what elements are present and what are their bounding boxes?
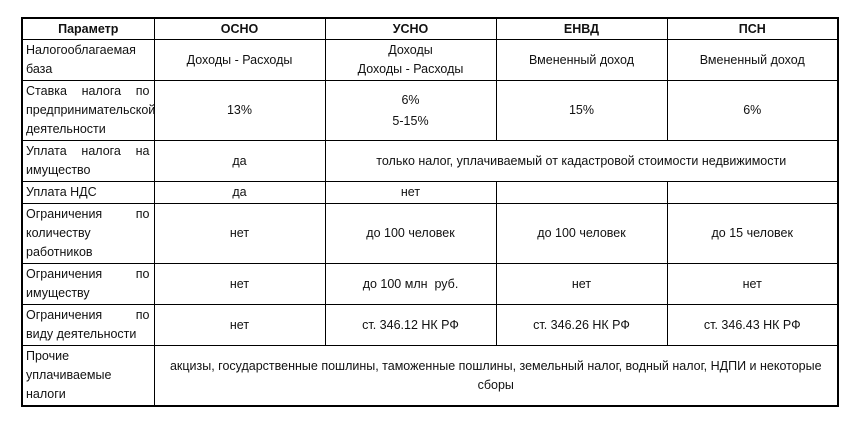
cell-base-envd: Вмененный доход	[496, 40, 667, 81]
cell-assets-psn: нет	[667, 264, 838, 305]
cell-base-usno-line2: Доходы - Расходы	[357, 62, 464, 76]
row-tax-rate	[22, 81, 838, 141]
cell-base-psn: Вмененный доход	[667, 40, 838, 81]
cell-base-osno: Доходы - Расходы	[154, 40, 325, 81]
cell-employees-osno: нет	[154, 204, 325, 264]
header-parameter: Параметр	[22, 18, 154, 40]
cell-rate-osno: 13%	[154, 81, 325, 141]
cell-base-usno-line1: Доходы	[388, 43, 433, 57]
tax-regimes-table	[21, 17, 839, 407]
param-asset-limit: Ограничения по имуществу	[22, 264, 154, 305]
cell-activity-usno: ст. 346.12 НК РФ	[325, 305, 496, 346]
header-envd: ЕНВД	[496, 18, 667, 40]
header-osno: ОСНО	[154, 18, 325, 40]
param-activity-limit: Ограничения по виду деятельности	[22, 305, 154, 346]
row-vat	[22, 182, 838, 204]
param-property-tax: Уплата налога на имущество	[22, 141, 154, 182]
cell-assets-osno: нет	[154, 264, 325, 305]
cell-vat-envd	[496, 182, 667, 204]
row-property-tax	[22, 141, 838, 182]
cell-property-osno: да	[154, 141, 325, 182]
cell-activity-psn: ст. 346.43 НК РФ	[667, 305, 838, 346]
row-employee-limit	[22, 204, 838, 264]
header-psn: ПСН	[667, 18, 838, 40]
cell-rate-usno-line2: 5-15%	[392, 113, 429, 128]
cell-rate-usno	[325, 81, 496, 141]
cell-vat-osno: да	[154, 182, 325, 204]
cell-employees-envd: до 100 человек	[496, 204, 667, 264]
param-employee-limit: Ограничения по количеству работников	[22, 204, 154, 264]
cell-property-others: только налог, уплачиваемый от кадастровой стоимости недвижимости	[325, 141, 838, 182]
header-usno: УСНО	[325, 18, 496, 40]
cell-base-usno	[325, 40, 496, 81]
cell-activity-osno: нет	[154, 305, 325, 346]
cell-rate-usno-line1: 6%	[401, 92, 420, 107]
cell-vat-usno: нет	[325, 182, 496, 204]
header-row	[22, 18, 838, 40]
param-tax-rate: Ставка налога по предпринимательской деятельности	[22, 81, 154, 141]
cell-activity-envd: ст. 346.26 НК РФ	[496, 305, 667, 346]
cell-rate-psn: 6%	[667, 81, 838, 141]
cell-employees-psn: до 15 человек	[667, 204, 838, 264]
row-tax-base	[22, 40, 838, 81]
cell-other-taxes-all: акцизы, государственные пошлины, таможенные пошлины, земельный налог, водный налог, НДПИ и некоторые сборы	[154, 346, 838, 407]
cell-rate-envd: 15%	[496, 81, 667, 141]
cell-employees-usno: до 100 человек	[325, 204, 496, 264]
param-vat: Уплата НДС	[22, 182, 154, 204]
cell-vat-psn	[667, 182, 838, 204]
row-asset-limit	[22, 264, 838, 305]
param-other-taxes: Прочие уплачиваемые налоги	[22, 346, 154, 407]
row-other-taxes	[22, 346, 838, 407]
cell-assets-envd: нет	[496, 264, 667, 305]
row-activity-limit	[22, 305, 838, 346]
cell-assets-usno: до 100 млн руб.	[325, 264, 496, 305]
param-tax-base: Налогооблагаемая база	[22, 40, 154, 81]
